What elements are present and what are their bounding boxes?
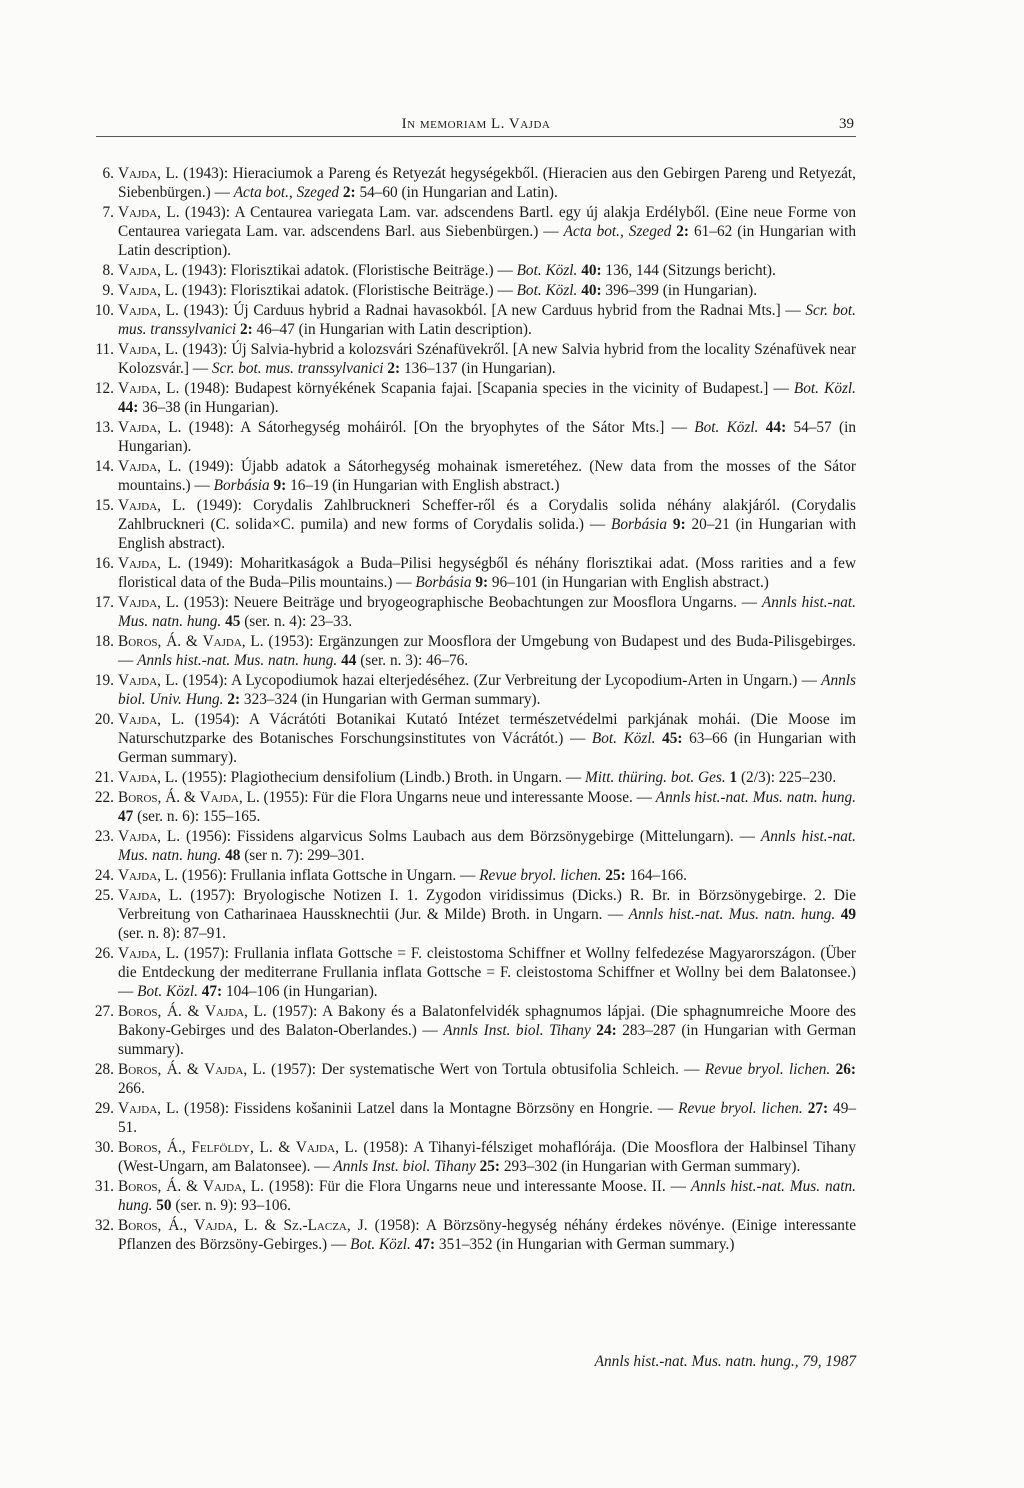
reference-entry xyxy=(96,418,856,456)
reference-text: 20–21 (in Hungarian with English abstract). xyxy=(118,516,857,552)
author-name: Vajda xyxy=(118,458,158,475)
author-name: Vajda xyxy=(118,282,158,299)
author-name: Vajda xyxy=(118,204,158,221)
journal-title: Bot. Közl. xyxy=(591,730,656,747)
journal-title: Bot. Közl. xyxy=(694,419,759,436)
reference-text: , L. (1943): Hieraciumok a Pareng és Retyezát hegységekből. (Hieracien aus den Gebirgen Pareng und Retyezát, Siebenbürgen.) — xyxy=(118,165,856,201)
reference-number: 14. xyxy=(94,458,114,475)
author-name: Vajda xyxy=(194,1217,234,1234)
reference-number: 25. xyxy=(94,887,114,904)
reference-text: , Á. & xyxy=(157,1061,205,1078)
author-name: Vajda xyxy=(118,867,158,884)
volume-number: 40: xyxy=(581,282,602,299)
reference-text: 54–60 (in Hungarian and Latin). xyxy=(355,184,558,201)
reference-number: 20. xyxy=(94,711,114,728)
reference-text: , L. (1954): A Vácrátóti Botanikai Kutató Intézet természetvédelmi parkjának mohái. (Die Moose im Naturschutzparke des Botanisches Forschungsinstitutes von Vácrátót.) — xyxy=(118,711,856,747)
reference-number: 26. xyxy=(94,945,114,962)
reference-number: 24. xyxy=(94,867,114,884)
reference-number: 13. xyxy=(94,419,114,436)
author-name: Vajda xyxy=(118,945,158,962)
reference-text: , L. (1953): Ergänzungen zur Moosflora der Umgebung von Budapest und des Buda-Pilisgebirges. — xyxy=(118,633,856,669)
reference-entry xyxy=(96,554,856,592)
reference-text: 164–166. xyxy=(625,867,687,884)
reference-text: 323–324 (in Hungarian with German summary). xyxy=(240,691,541,708)
reference-number: 8. xyxy=(102,262,114,279)
reference-entry xyxy=(96,340,856,378)
reference-number: 19. xyxy=(94,672,114,689)
journal-title: Annls hist.-nat. Mus. natn. hung. xyxy=(628,906,836,923)
journal-title: Bot. Közl. xyxy=(793,380,856,397)
reference-number: 12. xyxy=(94,380,114,397)
reference-text: , L. (1943): A Centaurea variegata Lam. var. adscendens Bartl. egy új alakja Erdélyből. (Eine neue Forme von Centaurea variegata Lam. var. adscendens Barl. aus Siebenbürgen.) — xyxy=(118,204,856,240)
author-name: Boros xyxy=(118,1217,158,1234)
author-name: Vajda xyxy=(118,828,158,845)
volume-number: 1 xyxy=(729,769,738,786)
reference-entry xyxy=(96,496,856,553)
author-name: Vajda xyxy=(118,497,158,514)
reference-text: 36–38 (in Hungarian). xyxy=(138,399,279,416)
author-name: Vajda xyxy=(202,633,242,650)
reference-entry xyxy=(96,827,856,865)
reference-entry xyxy=(96,866,856,885)
author-name: Vajda xyxy=(118,380,158,397)
author-name: Vajda xyxy=(118,769,158,786)
reference-text: , L. & xyxy=(250,1139,296,1156)
author-name: Vajda xyxy=(118,555,158,572)
volume-number: 44 xyxy=(341,652,357,669)
journal-title: Scr. bot. mus. transsylvanici xyxy=(118,302,856,338)
reference-entry xyxy=(96,1099,856,1137)
reference-text: , L. (1943): Florisztikai adatok. (Floristische Beiträge.) — xyxy=(157,262,517,279)
author-name: Sz.-Lacza xyxy=(283,1217,347,1234)
reference-entry xyxy=(96,1060,856,1098)
reference-entry xyxy=(96,593,856,631)
volume-number: 2: xyxy=(676,223,690,240)
journal-title: Annls Inst. biol. Tihany xyxy=(443,1022,591,1039)
page-number: 39 xyxy=(839,116,854,132)
volume-number: 40: xyxy=(581,262,602,279)
volume-number: 47: xyxy=(414,1236,436,1253)
reference-text: , L. (1956): Fissidens algarvicus Solms Laubach aus dem Börzsönygebirge (Mittelungarn). — xyxy=(157,828,761,845)
author-name: Vajda xyxy=(199,789,239,806)
reference-entry xyxy=(96,164,856,202)
reference-number: 17. xyxy=(94,594,114,611)
reference-entry xyxy=(96,944,856,1001)
reference-text: (ser. n. 3): 46–76. xyxy=(356,652,469,669)
reference-text: , Á. & xyxy=(157,1003,205,1020)
journal-title: Bot. Közl. xyxy=(137,983,198,1000)
author-name: Vajda xyxy=(118,887,158,904)
reference-number: 9. xyxy=(102,282,114,299)
reference-number: 31. xyxy=(94,1178,114,1195)
reference-text: (ser n. 7): 299–301. xyxy=(240,847,365,864)
reference-entry xyxy=(96,301,856,339)
volume-number: 45 xyxy=(225,613,241,630)
author-name: Vajda xyxy=(202,1178,243,1195)
author-name: Boros xyxy=(118,1139,158,1156)
journal-title: Borbásia xyxy=(213,477,270,494)
reference-text: , Á. & xyxy=(157,633,203,650)
volume-number: 2: xyxy=(342,184,356,201)
reference-text: , L. (1953): Neuere Beiträge und bryogeographische Beobachtungen zur Moosflora Ungarns. — xyxy=(157,594,762,611)
reference-entry xyxy=(96,768,856,787)
journal-title: Bot. Közl. xyxy=(516,262,578,279)
author-name: Vajda xyxy=(118,711,158,728)
reference-entry xyxy=(96,1216,856,1254)
reference-entry xyxy=(96,379,856,417)
reference-text: , L. (1954): A Lycopodiumok hazai elterjedéséhez. (Zur Verbreitung der Lycopodium-Arten in Ungarn.) — xyxy=(157,672,822,689)
journal-title: Annls biol. Univ. Hung. xyxy=(118,672,856,708)
reference-text: , J. (1958): A Börzsöny-hegység néhány érdekes növénye. (Einige interessante Pflanzen des Börzsöny-Gebirges.) — xyxy=(118,1217,856,1253)
reference-text: , L. & xyxy=(233,1217,284,1234)
reference-number: 11. xyxy=(95,341,114,358)
volume-number: 45: xyxy=(662,730,683,747)
author-name: Boros xyxy=(118,1178,158,1195)
page xyxy=(96,0,856,1488)
journal-title: Bot. Közl. xyxy=(516,282,578,299)
reference-number: 27. xyxy=(94,1003,114,1020)
reference-text: 16–19 (in Hungarian with English abstract.) xyxy=(286,477,560,494)
volume-number: 24: xyxy=(596,1022,617,1039)
reference-text: , L. (1943): Új Salvia-hybrid a kolozsvári Szénafüvekről. [A new Salvia hybrid from the locality Szénafüvek near Kolozsvár.] — xyxy=(118,341,856,377)
volume-number: 27: xyxy=(807,1100,829,1117)
author-name: Vajda xyxy=(118,341,158,358)
reference-number: 18. xyxy=(94,633,114,650)
reference-text: 136, 144 (Sitzungs bericht). xyxy=(601,262,776,279)
reference-entry xyxy=(96,1138,856,1176)
reference-text: , L. (1948): A Sátorhegység moháiról. [On the bryophytes of the Sátor Mts.] — xyxy=(157,419,695,436)
reference-entry xyxy=(96,788,856,826)
reference-text: 63–66 (in Hungarian with German summary). xyxy=(118,730,856,766)
reference-text: , Á. & xyxy=(157,789,200,806)
reference-entry xyxy=(96,457,856,495)
reference-entry xyxy=(96,1002,856,1059)
reference-text: , L. (1949): Corydalis Zahlbruckneri Scheffer-ről és a Corydalis solida néhány alakjáról. (Corydalis Zahlbruckneri (C. solida×C. pumila) and new forms of Corydalis solida.) — xyxy=(118,497,856,533)
author-name: Boros xyxy=(118,789,158,806)
volume-number: 47: xyxy=(201,983,223,1000)
volume-number: 9: xyxy=(475,574,489,591)
reference-text: , Á., xyxy=(157,1217,195,1234)
author-name: Vajda xyxy=(118,302,158,319)
reference-text: , L. (1956): Frullania inflata Gottsche in Ungarn. — xyxy=(157,867,480,884)
reference-number: 7. xyxy=(102,204,114,221)
running-header xyxy=(96,114,856,137)
volume-number: 49 xyxy=(840,906,857,923)
reference-text: 283–287 (in Hungarian with German summary). xyxy=(118,1022,856,1058)
journal-title: Scr. bot. mus. transsylvanici xyxy=(211,360,384,377)
reference-number: 22. xyxy=(94,789,114,806)
reference-text: , Á., xyxy=(157,1139,192,1156)
reference-entry xyxy=(96,632,856,670)
reference-text: , L. (1958): A Tihanyi-félsziget mohaflórája. (Die Moosflora der Halbinsel Tihany (West-Ungarn, am Balatonsee). — xyxy=(118,1139,856,1175)
volume-number: 48 xyxy=(225,847,241,864)
journal-title: Acta bot., Szeged xyxy=(563,223,672,240)
reference-text: , L. (1949): Újabb adatok a Sátorhegység mohainak ismeretéhez. (New data from the mosses of the Sátor mountains.) — xyxy=(118,458,856,494)
reference-number: 10. xyxy=(94,302,114,319)
author-name: Boros xyxy=(118,1061,158,1078)
journal-title: Acta bot., Szeged xyxy=(233,184,340,201)
reference-text: 351–352 (in Hungarian with German summary.) xyxy=(435,1236,735,1253)
reference-list xyxy=(96,164,856,1255)
reference-text: , L. (1949): Moharitkaságok a Buda–Pilisi hegységből és néhány florisztikai adat. (Moss rarities and a few floristical data of the Buda–Pilis mountains.) — xyxy=(118,555,856,591)
journal-title: Annls hist.-nat. Mus. natn. hung. xyxy=(118,1178,856,1214)
volume-number: 9: xyxy=(273,477,287,494)
reference-text: (ser. n. 6): 155–165. xyxy=(133,808,261,825)
reference-text: , L. (1958): Für die Flora Ungarns neue und interessante Moose. II. — xyxy=(242,1178,691,1195)
journal-title: Annls hist.-nat. Mus. natn. hung. xyxy=(137,652,338,669)
reference-number: 15. xyxy=(94,497,114,514)
journal-title: Borbásia xyxy=(415,574,472,591)
reference-entry xyxy=(96,281,856,300)
reference-text: , L. (1955): Für die Flora Ungarns neue und interessante Moose. — xyxy=(238,789,656,806)
reference-text: , L. (1957): Bryologische Notizen I. 1. Zygodon viridissimus (Dicks.) R. Br. in Börzsönygebirge. 2. Die Verbreitung von Catharinaea Haussknechtii (Jur. & Milde) Broth. in Ungarn. — xyxy=(118,887,856,923)
author-name: Vajda xyxy=(118,594,158,611)
journal-title: Annls Inst. biol. Tihany xyxy=(333,1158,476,1175)
reference-text: 104–106 (in Hungarian). xyxy=(222,983,378,1000)
volume-number: 2: xyxy=(387,360,401,377)
author-name: Vajda xyxy=(118,262,158,279)
reference-text: 46–47 (in Hungarian with Latin description). xyxy=(252,321,532,338)
author-name: Vajda xyxy=(295,1139,336,1156)
header-title: In memoriam L. Vajda xyxy=(401,116,551,132)
author-name: Vajda xyxy=(118,419,158,436)
journal-title: Annls hist.-nat. Mus. natn. hung. xyxy=(118,594,856,630)
reference-text: , L. (1957): Frullania inflata Gottsche = F. cleistostoma Schiffner et Wollny felfedezése Magyarországon. (Über die Entdeckung der mediterrane Frullania inflata Gottsche = F. cleistostoma Schiffner et Wollny bei dem Balatonsee.) — xyxy=(118,945,856,1000)
journal-title: Revue bryol. lichen. xyxy=(678,1100,803,1117)
reference-text: 266. xyxy=(118,1080,145,1097)
reference-text: (2/3): 225–230. xyxy=(737,769,837,786)
journal-title: Mitt. thüring. bot. Ges. xyxy=(585,769,726,786)
reference-number: 21. xyxy=(94,769,114,786)
journal-footer: Annls hist.-nat. Mus. natn. hung., 79, 1987 xyxy=(594,1353,856,1370)
journal-title: Annls hist.-nat. Mus. natn. hung. xyxy=(118,828,856,864)
reference-text: , Á. & xyxy=(157,1178,203,1195)
volume-number: 2: xyxy=(239,321,253,338)
reference-text: , L. (1957): A Bakony és a Balatonfelvidék sphagnumos lápjai. (Die sphagnumreiche Moore des Bakony-Gebirges und des Balaton-Oberlandes.) — xyxy=(118,1003,857,1039)
volume-number: 47 xyxy=(118,808,134,825)
reference-number: 28. xyxy=(94,1061,114,1078)
reference-text: 136–137 (in Hungarian). xyxy=(400,360,556,377)
reference-text xyxy=(758,419,765,436)
journal-title: Revue bryol. lichen. xyxy=(704,1061,831,1078)
reference-text: 396–399 (in Hungarian). xyxy=(601,282,758,299)
volume-number: 44: xyxy=(118,399,139,416)
volume-number: 9: xyxy=(672,516,686,533)
journal-title: Revue bryol. lichen. xyxy=(479,867,602,884)
reference-number: 32. xyxy=(94,1217,114,1234)
volume-number: 44: xyxy=(765,419,787,436)
reference-text: , L. (1943): Új Carduus hybrid a Radnai havasokból. [A new Carduus hybrid from the Radnai Mts.] — xyxy=(157,302,806,319)
reference-number: 6. xyxy=(102,165,114,182)
reference-entry xyxy=(96,203,856,260)
reference-text: 54–57 (in Hungarian). xyxy=(118,419,856,455)
volume-number: 2: xyxy=(227,691,241,708)
reference-number: 23. xyxy=(94,828,114,845)
reference-text: , L. (1958): Fissidens košaninii Latzel dans la Montagne Börzsöny en Hongrie. — xyxy=(157,1100,679,1117)
reference-number: 16. xyxy=(94,555,114,572)
volume-number: 25: xyxy=(605,867,626,884)
reference-entry xyxy=(96,886,856,943)
author-name: Vajda xyxy=(204,1061,244,1078)
author-name: Vajda xyxy=(118,672,158,689)
volume-number: 50 xyxy=(156,1197,172,1214)
reference-text: , L. (1955): Plagiothecium densifolium (Lindb.) Broth. in Ungarn. — xyxy=(157,769,585,786)
journal-title: Bot. Közl. xyxy=(350,1236,411,1253)
volume-number: 25: xyxy=(479,1158,500,1175)
reference-entry xyxy=(96,261,856,280)
reference-text: , L. (1943): Florisztikai adatok. (Floristische Beiträge.) — xyxy=(157,282,517,299)
volume-number: 26: xyxy=(835,1061,856,1078)
reference-entry xyxy=(96,671,856,709)
reference-text: , L. (1948): Budapest környékének Scapania fajai. [Scapania species in the vicinity of Budapest.] — xyxy=(157,380,794,397)
reference-entry xyxy=(96,710,856,767)
reference-text: 49–51. xyxy=(118,1100,857,1136)
reference-text: (ser. n. 4): 23–33. xyxy=(240,613,353,630)
reference-text: (ser. n. 9): 93–106. xyxy=(171,1197,291,1214)
author-name: Vajda xyxy=(204,1003,245,1020)
author-name: Boros xyxy=(118,1003,158,1020)
author-name: Vajda xyxy=(118,1100,158,1117)
author-name: Vajda xyxy=(118,165,158,182)
reference-number: 29. xyxy=(94,1100,114,1117)
reference-text: 61–62 (in Hungarian with Latin description). xyxy=(118,223,856,259)
reference-text: 293–302 (in Hungarian with German summary). xyxy=(500,1158,801,1175)
reference-text: 96–101 (in Hungarian with English abstract.) xyxy=(488,574,769,591)
journal-title: Borbásia xyxy=(610,516,668,533)
author-name: Felföldy xyxy=(191,1139,251,1156)
reference-text: (ser. n. 8): 87–91. xyxy=(118,925,226,942)
reference-entry xyxy=(96,1177,856,1215)
reference-number: 30. xyxy=(94,1139,114,1156)
author-name: Boros xyxy=(118,633,158,650)
journal-title: Annls hist.-nat. Mus. natn. hung. xyxy=(655,789,856,806)
reference-text: , L. (1957): Der systematische Wert von Tortula obtusifolia Schleich. — xyxy=(243,1061,705,1078)
